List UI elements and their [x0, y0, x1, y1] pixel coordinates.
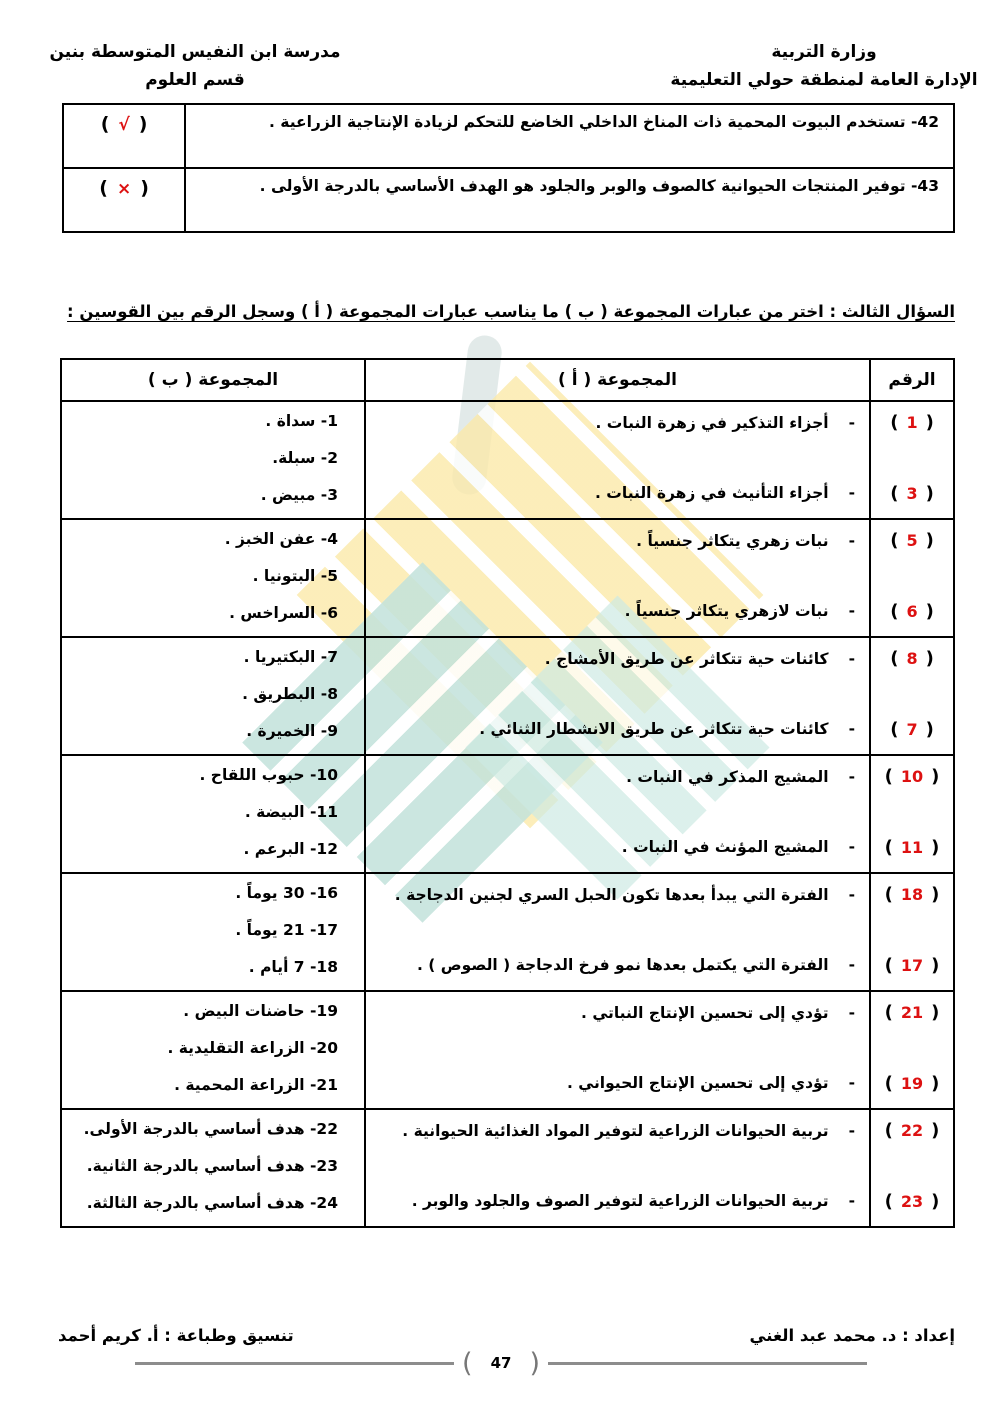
- answer-value: 1: [906, 413, 918, 432]
- group-a-text: أجزاء التأنيث في زهرة النبات .: [595, 483, 829, 502]
- match-row: [61, 991, 954, 1109]
- match-row: [61, 637, 954, 755]
- answer-number-cell: [870, 637, 954, 755]
- answer-number: [885, 955, 940, 976]
- group-a-list: [366, 1110, 869, 1226]
- directorate-title: الإدارة العامة لمنطقة حولي التعليمية: [670, 70, 978, 91]
- paren-close-icon: ): [890, 719, 899, 740]
- answer-number-list: [871, 874, 953, 990]
- answer-number: [885, 1073, 940, 1094]
- page-number-bracket-open: (: [462, 1347, 473, 1379]
- group-a-item: [372, 884, 855, 906]
- paren-open-icon: (: [925, 530, 934, 551]
- paren-open-icon: (: [931, 1120, 940, 1141]
- answer-mark: ×: [116, 179, 132, 199]
- answer-mark: √: [118, 115, 130, 135]
- group-a-list: [366, 874, 869, 990]
- page-number: 47: [490, 1354, 512, 1372]
- group-a-list: [366, 756, 869, 872]
- paren-close-icon: ): [884, 955, 893, 976]
- group-b-item: 24- هدف أساسي بالدرجة الثالثة.: [86, 1194, 338, 1212]
- group-a-text: الفترة التي يبدأ بعدها تكون الحبل السري لجنين الدجاجة .: [394, 886, 829, 904]
- group-b-item: 23- هدف أساسي بالدرجة الثانية.: [86, 1157, 338, 1175]
- answer-value: 23: [900, 1192, 924, 1211]
- group-a-cell: [365, 637, 870, 755]
- page-number-bracket-close: ): [529, 1347, 540, 1379]
- dash-bullet: -: [848, 719, 855, 738]
- answer-number: [890, 719, 934, 740]
- match-table-body: [61, 401, 954, 1227]
- answer-value: 8: [906, 649, 918, 668]
- group-a-text: نبات لازهري يتكاثر جنسياً .: [624, 601, 829, 620]
- group-a-item: [372, 648, 855, 670]
- group-b-item: 16- 30 يوماً .: [235, 884, 338, 902]
- answer-number-list: [871, 638, 953, 754]
- group-a-item: [372, 836, 855, 858]
- dash-bullet: -: [848, 414, 855, 432]
- match-row: [61, 1109, 954, 1227]
- group-a-text: كائنات حية تتكاثر عن طريق الانشطار الثنائي .: [479, 719, 829, 738]
- group-b-item: 19- حاضنات البيض .: [183, 1002, 338, 1020]
- paren-open-icon: (: [925, 648, 934, 669]
- col-header-group-a: المجموعة ( أ ): [365, 359, 870, 401]
- answer-number-cell: [870, 401, 954, 519]
- paren-close-icon: ): [100, 113, 110, 135]
- group-a-list: [366, 402, 869, 518]
- group-a-cell: [365, 1109, 870, 1227]
- group-a-text: المشيج المذكر في النبات .: [626, 768, 829, 786]
- answer-number: [885, 837, 940, 858]
- group-a-list: [366, 992, 869, 1108]
- paren-close-icon: ): [884, 884, 893, 905]
- paren-close-icon: ): [884, 1002, 893, 1023]
- answer-number-cell: [870, 755, 954, 873]
- group-a-text: تربية الحيوانات الزراعية لتوفير الصوف والجلود والوبر .: [411, 1191, 829, 1210]
- school-name: مدرسة ابن النفيس المتوسطة بنين: [49, 42, 341, 62]
- dash-bullet: -: [848, 650, 855, 668]
- answer-value: 11: [900, 838, 924, 857]
- paren-close-icon: ): [890, 483, 899, 504]
- group-b-item: 6- السراخس .: [229, 604, 338, 622]
- tf-statement: 42- تستخدم البيوت المحمية ذات المناخ الداخلي الخاضع للتحكم لزيادة الإنتاجية الزراعية .: [185, 104, 954, 168]
- paren-open-icon: (: [138, 113, 148, 135]
- group-b-cell: [61, 637, 365, 755]
- group-b-item: 17- 21 يوماً .: [235, 921, 338, 939]
- group-b-item: 9- الخميرة .: [246, 722, 338, 740]
- paren-open-icon: (: [925, 601, 934, 622]
- match-row: [61, 755, 954, 873]
- answer-number-cell: [870, 1109, 954, 1227]
- tf-table-body: [63, 104, 954, 232]
- answer-number-list: [871, 992, 953, 1108]
- group-b-item: 11- البيضة .: [244, 803, 338, 821]
- dash-bullet: -: [848, 601, 855, 620]
- group-b-list: [62, 1110, 364, 1226]
- group-b-item: 12- البرعم .: [243, 840, 338, 858]
- group-b-list: [62, 402, 364, 518]
- paren-open-icon: (: [931, 1002, 940, 1023]
- group-b-list: [62, 992, 364, 1108]
- dash-bullet: -: [848, 1191, 855, 1210]
- group-a-item: [372, 482, 855, 504]
- answer-value: 10: [900, 767, 924, 786]
- group-b-cell: [61, 519, 365, 637]
- paren-close-icon: ): [884, 837, 893, 858]
- group-a-text: المشيج المؤنث في النبات .: [621, 837, 829, 856]
- group-b-cell: [61, 873, 365, 991]
- answer-number-list: [871, 756, 953, 872]
- group-a-item: [372, 954, 855, 976]
- col-header-group-b: المجموعة ( ب ): [61, 359, 365, 401]
- paren-open-icon: (: [925, 719, 934, 740]
- group-a-text: كائنات حية تتكاثر عن طريق الأمشاج .: [544, 650, 829, 668]
- group-b-item: 3- مبيض .: [260, 486, 338, 504]
- matching-table: [60, 358, 955, 1228]
- group-b-item: 1- سداة .: [265, 412, 338, 430]
- answer-number: [885, 884, 940, 905]
- group-a-item: [372, 600, 855, 622]
- group-a-list: [366, 520, 869, 636]
- group-a-cell: [365, 401, 870, 519]
- answer-number: [890, 648, 934, 669]
- dash-bullet: -: [848, 532, 855, 550]
- group-a-cell: [365, 755, 870, 873]
- answer-number: [885, 1191, 940, 1212]
- answer-number: [890, 601, 934, 622]
- group-b-item: 2- سبلة.: [272, 449, 338, 467]
- tf-row: [63, 168, 954, 232]
- page-footer: [58, 1326, 955, 1345]
- question3-title: السؤال الثالث : اختر من عبارات المجموعة ( ب ) ما يناسب عبارات المجموعة ( أ ) وسجل الرقم بين القوسين :: [67, 302, 955, 321]
- match-row: [61, 519, 954, 637]
- answer-number-cell: [870, 873, 954, 991]
- group-b-item: 5- البتونيا .: [252, 567, 338, 585]
- answer-value: 21: [900, 1003, 924, 1022]
- group-b-item: 4- عفن الخبز .: [224, 530, 338, 548]
- group-a-list: [366, 638, 869, 754]
- paren-open-icon: (: [931, 1073, 940, 1094]
- answer-value: 5: [906, 531, 918, 550]
- answer-number-cell: [870, 991, 954, 1109]
- group-b-item: 18- 7 أيام .: [248, 958, 338, 976]
- paren-open-icon: (: [931, 955, 940, 976]
- group-b-item: 22- هدف أساسي بالدرجة الأولى.: [83, 1120, 338, 1138]
- answer-number-list: [871, 1110, 953, 1226]
- paren-open-icon: (: [140, 177, 149, 199]
- page-header: [30, 38, 984, 94]
- dash-bullet: -: [848, 837, 855, 856]
- page-number-line-right: [548, 1362, 867, 1365]
- answer-number: [890, 412, 934, 433]
- group-a-text: نبات زهري يتكاثر جنسياً .: [636, 532, 829, 550]
- tf-answer-cell: [63, 104, 185, 168]
- group-b-cell: [61, 991, 365, 1109]
- dash-bullet: -: [848, 483, 855, 502]
- page-number-line-left: [135, 1362, 454, 1365]
- dash-bullet: -: [848, 886, 855, 904]
- group-b-item: 10- حبوب اللقاح .: [199, 766, 338, 784]
- group-b-list: [62, 756, 364, 872]
- answer-number-cell: [870, 519, 954, 637]
- group-b-item: 20- الزراعة التقليدية .: [167, 1039, 338, 1057]
- prepared-by: إعداد : د. محمد عبد الغني: [749, 1326, 955, 1345]
- dash-bullet: -: [848, 768, 855, 786]
- match-row: [61, 401, 954, 519]
- paren-close-icon: ): [884, 1191, 893, 1212]
- tf-answer-cell: [63, 168, 185, 232]
- group-a-text: تؤدي إلى تحسين الإنتاج النباتي .: [581, 1004, 829, 1022]
- paren-close-icon: ): [890, 530, 899, 551]
- paren-close-icon: ): [884, 1120, 893, 1141]
- group-b-item: 7- البكتيريا .: [243, 648, 338, 666]
- paren-close-icon: ): [884, 1073, 893, 1094]
- formatted-by: تنسيق وطباعة : أ. كريم أحمد: [58, 1326, 294, 1345]
- group-a-item: [372, 1190, 855, 1212]
- paren-close-icon: ): [890, 601, 899, 622]
- group-a-item: [372, 766, 855, 788]
- group-b-list: [62, 874, 364, 990]
- group-b-cell: [61, 1109, 365, 1227]
- ministry-header-block: [664, 38, 984, 94]
- paren-open-icon: (: [925, 483, 934, 504]
- tf-row: [63, 104, 954, 168]
- tf-statement: 43- توفير المنتجات الحيوانية كالصوف والوبر والجلود هو الهدف الأساسي بالدرجة الأولى .: [185, 168, 954, 232]
- matching-table-head: [61, 359, 954, 401]
- answer-value: 22: [900, 1121, 924, 1140]
- answer-number: [890, 530, 934, 551]
- answer-number: [885, 766, 940, 787]
- group-a-text: تربية الحيوانات الزراعية لتوفير المواد الغذائية الحيوانية .: [402, 1122, 829, 1140]
- group-a-item: [372, 1120, 855, 1142]
- group-a-item: [372, 1002, 855, 1024]
- group-a-cell: [365, 519, 870, 637]
- paren-open-icon: (: [931, 1191, 940, 1212]
- matching-header-row: [61, 359, 954, 401]
- group-b-list: [62, 520, 364, 636]
- group-a-item: [372, 530, 855, 552]
- page-number-bar: [135, 1348, 867, 1378]
- col-header-number: الرقم: [870, 359, 954, 401]
- paren-close-icon: ): [890, 412, 899, 433]
- group-a-text: تؤدي إلى تحسين الإنتاج الحيواني .: [566, 1073, 829, 1092]
- group-a-cell: [365, 991, 870, 1109]
- paren-open-icon: (: [931, 766, 940, 787]
- paren-close-icon: ): [884, 766, 893, 787]
- answer-value: 17: [900, 956, 924, 975]
- true-false-table: [62, 103, 955, 233]
- department-name: قسم العلوم: [145, 70, 245, 91]
- dash-bullet: -: [848, 955, 855, 974]
- dash-bullet: -: [848, 1122, 855, 1140]
- paren-close-icon: ): [99, 177, 108, 199]
- group-b-list: [62, 638, 364, 754]
- paren-close-icon: ): [890, 648, 899, 669]
- group-a-item: [372, 1072, 855, 1094]
- answer-number: [885, 1002, 940, 1023]
- paren-open-icon: (: [931, 837, 940, 858]
- group-b-item: 21- الزراعة المحمية .: [174, 1076, 338, 1094]
- paren-open-icon: (: [925, 412, 934, 433]
- paren-open-icon: (: [931, 884, 940, 905]
- group-a-cell: [365, 873, 870, 991]
- group-b-item: 8- البطريق .: [242, 685, 338, 703]
- ministry-title: وزارة التربية: [771, 42, 877, 62]
- answer-number-list: [871, 402, 953, 518]
- answer-number: [885, 1120, 940, 1141]
- answer-value: 18: [900, 885, 924, 904]
- group-a-item: [372, 718, 855, 740]
- group-a-text: الفترة التي يكتمل بعدها نمو فرخ الدجاجة ( الصوص ) .: [417, 955, 829, 974]
- answer-number: [890, 483, 934, 504]
- match-row: [61, 873, 954, 991]
- answer-number-list: [871, 520, 953, 636]
- group-b-cell: [61, 755, 365, 873]
- group-b-cell: [61, 401, 365, 519]
- dash-bullet: -: [848, 1004, 855, 1022]
- answer-value: 3: [906, 484, 918, 503]
- answer-value: 7: [906, 720, 918, 739]
- school-header-block: [30, 38, 360, 94]
- answer-value: 6: [906, 602, 918, 621]
- dash-bullet: -: [848, 1073, 855, 1092]
- group-a-item: [372, 412, 855, 434]
- answer-value: 19: [900, 1074, 924, 1093]
- group-a-text: أجزاء التذكير في زهرة النبات .: [595, 414, 829, 432]
